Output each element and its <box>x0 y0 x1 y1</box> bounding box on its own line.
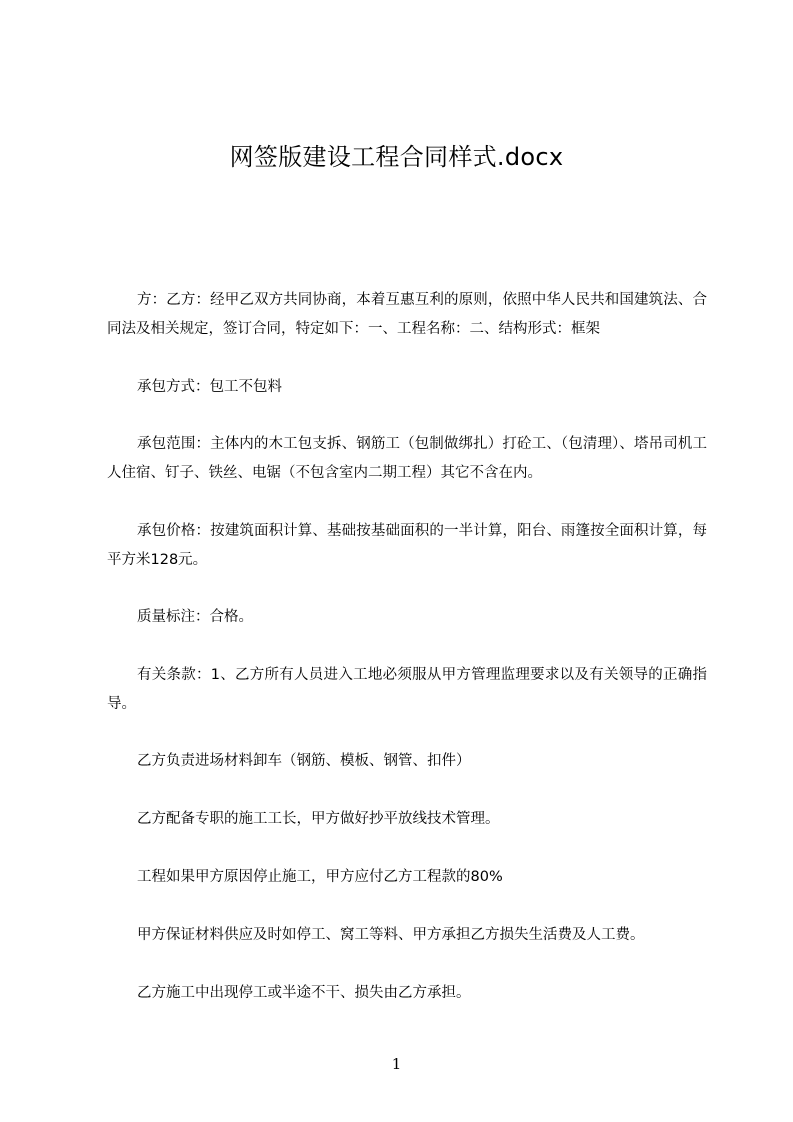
paragraph-quality: 质量标注：合格。 <box>137 609 253 625</box>
paragraph-contract-method: 承包方式：包工不包料 <box>137 379 282 395</box>
paragraph-contract-scope: 承包范围：主体内的木工包支拆、钢筋工（包制做绑扎）打砼工、（包清理）、塔吊司机工人住宿、钉子、铁丝、电锯（不包含室内二期工程）其它不含在内。 <box>107 436 707 481</box>
document-title: 网签版建设工程合同样式.docx <box>229 143 564 171</box>
paragraph-terms: 有关条款：1、乙方所有人员进入工地必须服从甲方管理监理要求以及有关领导的正确指导。 <box>107 667 707 712</box>
paragraph-contractor-loss: 乙方施工中出现停工或半途不干、损失由乙方承担。 <box>137 985 471 1001</box>
paragraph-material-supply: 甲方保证材料供应及时如停工、窝工等料、甲方承担乙方损失生活费及人工费。 <box>137 927 645 943</box>
paragraph-foreman: 乙方配备专职的施工工长，甲方做好抄平放线技术管理。 <box>137 811 500 827</box>
paragraph-stoppage-payment: 工程如果甲方原因停止施工，甲方应付乙方工程款的80% <box>137 869 503 885</box>
page-number: 1 <box>391 1055 402 1073</box>
paragraph-parties: 方：乙方：经甲乙双方共同协商，本着互惠互利的原则，依照中华人民共和国建筑法、合同法及相关规定，签订合同，特定如下：一、工程名称：二、结构形式：框架 <box>107 292 707 337</box>
paragraph-contract-price: 承包价格：按建筑面积计算、基础按基础面积的一半计算，阳台、雨篷按全面积计算，每平方米128元。 <box>107 523 707 568</box>
paragraph-unloading: 乙方负责进场材料卸车（钢筋、模板、钢管、扣件） <box>137 753 471 769</box>
document-body <box>107 286 707 1008</box>
